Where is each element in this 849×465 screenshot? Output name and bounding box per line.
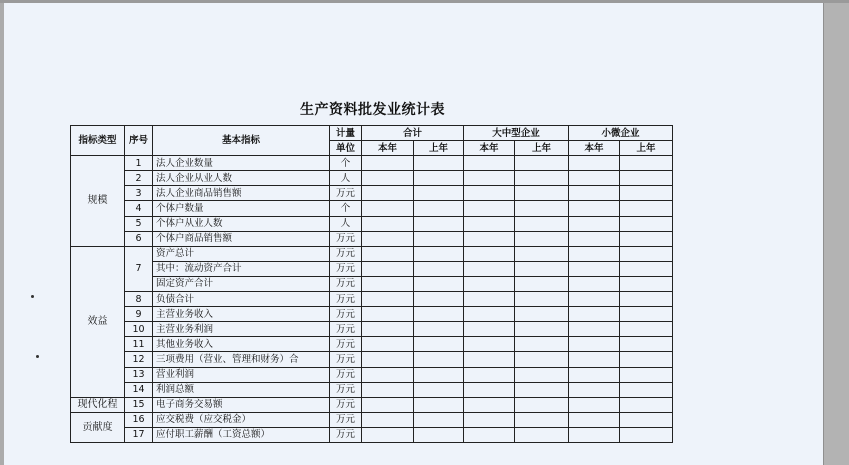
value-cell[interactable] (362, 397, 414, 412)
unit-cell: 万元 (330, 397, 362, 412)
value-cell[interactable] (464, 367, 515, 382)
value-cell[interactable] (515, 201, 569, 216)
header-current-year: 本年 (569, 141, 620, 156)
category-cell: 现代化程 (71, 397, 125, 412)
value-cell[interactable] (569, 261, 620, 276)
value-cell[interactable] (362, 216, 414, 231)
header-last-year: 上年 (414, 141, 464, 156)
value-cell[interactable] (620, 276, 673, 291)
seq-cell: 11 (125, 337, 153, 352)
value-cell[interactable] (362, 322, 414, 337)
category-cell: 规模 (71, 156, 125, 247)
value-cell[interactable] (464, 352, 515, 367)
value-cell[interactable] (414, 231, 464, 246)
unit-cell: 个 (330, 156, 362, 171)
value-cell[interactable] (620, 322, 673, 337)
indicator-cell: 应付职工薪酬（工资总额） (153, 427, 330, 442)
table-row (71, 246, 673, 261)
value-cell[interactable] (464, 337, 515, 352)
value-cell[interactable] (414, 292, 464, 307)
value-cell[interactable] (515, 352, 569, 367)
unit-cell: 万元 (330, 322, 362, 337)
value-cell[interactable] (414, 367, 464, 382)
seq-cell: 14 (125, 382, 153, 397)
value-cell[interactable] (464, 397, 515, 412)
unit-cell: 万元 (330, 337, 362, 352)
table-row (71, 397, 673, 412)
value-cell[interactable] (464, 292, 515, 307)
value-cell[interactable] (569, 352, 620, 367)
table-row (71, 412, 673, 427)
unit-cell: 万元 (330, 261, 362, 276)
value-cell[interactable] (362, 231, 414, 246)
value-cell[interactable] (620, 412, 673, 427)
indicator-cell: 法人企业数量 (153, 156, 330, 171)
seq-cell: 2 (125, 171, 153, 186)
indicator-cell: 个体户数量 (153, 201, 330, 216)
value-cell[interactable] (620, 201, 673, 216)
seq-cell: 6 (125, 231, 153, 246)
value-cell[interactable] (620, 156, 673, 171)
value-cell[interactable] (464, 307, 515, 322)
value-cell[interactable] (362, 427, 414, 442)
value-cell[interactable] (515, 412, 569, 427)
seq-cell: 3 (125, 186, 153, 201)
seq-cell: 9 (125, 307, 153, 322)
value-cell[interactable] (414, 427, 464, 442)
value-cell[interactable] (569, 367, 620, 382)
indicator-cell: 法人企业从业人数 (153, 171, 330, 186)
value-cell[interactable] (569, 216, 620, 231)
value-cell[interactable] (515, 276, 569, 291)
value-cell[interactable] (414, 186, 464, 201)
value-cell[interactable] (362, 307, 414, 322)
table-row (71, 231, 673, 246)
value-cell[interactable] (464, 156, 515, 171)
value-cell[interactable] (362, 246, 414, 261)
value-cell[interactable] (569, 171, 620, 186)
value-cell[interactable] (414, 382, 464, 397)
value-cell[interactable] (414, 397, 464, 412)
indicator-cell: 个体户从业人数 (153, 216, 330, 231)
indicator-cell: 电子商务交易额 (153, 397, 330, 412)
value-cell[interactable] (515, 231, 569, 246)
value-cell[interactable] (515, 367, 569, 382)
header-indicator: 基本指标 (153, 126, 330, 156)
indicator-cell: 利润总额 (153, 382, 330, 397)
header-group-small: 小微企业 (569, 126, 673, 141)
category-cell: 贡献度 (71, 412, 125, 442)
value-cell[interactable] (464, 322, 515, 337)
value-cell[interactable] (464, 231, 515, 246)
value-cell[interactable] (620, 171, 673, 186)
value-cell[interactable] (620, 352, 673, 367)
value-cell[interactable] (362, 201, 414, 216)
seq-cell: 5 (125, 216, 153, 231)
statistics-table (70, 125, 673, 443)
value-cell[interactable] (569, 231, 620, 246)
value-cell[interactable] (569, 201, 620, 216)
value-cell[interactable] (464, 261, 515, 276)
indicator-cell: 负债合计 (153, 292, 330, 307)
value-cell[interactable] (414, 322, 464, 337)
value-cell[interactable] (464, 201, 515, 216)
value-cell[interactable] (414, 156, 464, 171)
value-cell[interactable] (515, 397, 569, 412)
value-cell[interactable] (620, 186, 673, 201)
unit-cell: 万元 (330, 307, 362, 322)
value-cell[interactable] (362, 367, 414, 382)
seq-cell: 10 (125, 322, 153, 337)
value-cell[interactable] (515, 261, 569, 276)
value-cell[interactable] (515, 322, 569, 337)
value-cell[interactable] (464, 246, 515, 261)
value-cell[interactable] (620, 337, 673, 352)
seq-cell: 15 (125, 397, 153, 412)
indicator-cell: 个体户商品销售额 (153, 231, 330, 246)
header-last-year: 上年 (620, 141, 673, 156)
value-cell[interactable] (515, 337, 569, 352)
table-title: 生产资料批发业统计表 (300, 102, 445, 118)
value-cell[interactable] (414, 307, 464, 322)
scan-speck (31, 295, 34, 298)
value-cell[interactable] (569, 186, 620, 201)
indicator-cell: 营业利润 (153, 367, 330, 382)
value-cell[interactable] (362, 261, 414, 276)
value-cell[interactable] (620, 246, 673, 261)
table-row (71, 276, 673, 291)
value-cell[interactable] (362, 186, 414, 201)
value-cell[interactable] (515, 292, 569, 307)
indicator-cell: 资产总计 (153, 246, 330, 261)
value-cell[interactable] (620, 382, 673, 397)
value-cell[interactable] (515, 186, 569, 201)
value-cell[interactable] (362, 382, 414, 397)
value-cell[interactable] (414, 201, 464, 216)
value-cell[interactable] (515, 427, 569, 442)
unit-cell: 万元 (330, 276, 362, 291)
table-row (71, 156, 673, 171)
value-cell[interactable] (620, 292, 673, 307)
value-cell[interactable] (414, 246, 464, 261)
header-category: 指标类型 (71, 126, 125, 156)
indicator-cell: 法人企业商品销售额 (153, 186, 330, 201)
seq-cell: 16 (125, 412, 153, 427)
value-cell[interactable] (464, 427, 515, 442)
value-cell[interactable] (362, 156, 414, 171)
value-cell[interactable] (569, 307, 620, 322)
unit-cell: 人 (330, 216, 362, 231)
value-cell[interactable] (620, 231, 673, 246)
unit-cell: 万元 (330, 186, 362, 201)
value-cell[interactable] (414, 276, 464, 291)
value-cell[interactable] (515, 246, 569, 261)
value-cell[interactable] (620, 427, 673, 442)
table-row (71, 307, 673, 322)
header-unit-bottom: 单位 (330, 141, 362, 156)
table-row (71, 367, 673, 382)
value-cell[interactable] (464, 186, 515, 201)
table-row (71, 322, 673, 337)
value-cell[interactable] (620, 307, 673, 322)
unit-cell: 人 (330, 171, 362, 186)
value-cell[interactable] (362, 412, 414, 427)
indicator-cell: 主营业务利润 (153, 322, 330, 337)
value-cell[interactable] (569, 322, 620, 337)
unit-cell: 万元 (330, 367, 362, 382)
scan-speck (36, 355, 39, 358)
value-cell[interactable] (620, 261, 673, 276)
seq-cell: 12 (125, 352, 153, 367)
value-cell[interactable] (464, 171, 515, 186)
value-cell[interactable] (620, 216, 673, 231)
value-cell[interactable] (569, 276, 620, 291)
header-unit-top: 计量 (330, 126, 362, 141)
value-cell[interactable] (569, 427, 620, 442)
value-cell[interactable] (569, 156, 620, 171)
value-cell[interactable] (362, 337, 414, 352)
table-row (71, 337, 673, 352)
value-cell[interactable] (362, 171, 414, 186)
value-cell[interactable] (464, 216, 515, 231)
header-last-year: 上年 (515, 141, 569, 156)
value-cell[interactable] (569, 382, 620, 397)
indicator-cell: 三项费用（营业、管理和财务）合 (153, 352, 330, 367)
value-cell[interactable] (569, 292, 620, 307)
value-cell[interactable] (620, 367, 673, 382)
seq-cell: 4 (125, 201, 153, 216)
table-row (71, 292, 673, 307)
unit-cell: 万元 (330, 352, 362, 367)
indicator-cell: 主营业务收入 (153, 307, 330, 322)
header-group-large: 大中型企业 (464, 126, 569, 141)
value-cell[interactable] (569, 337, 620, 352)
value-cell[interactable] (414, 171, 464, 186)
table-row (71, 382, 673, 397)
seq-cell: 8 (125, 292, 153, 307)
value-cell[interactable] (414, 412, 464, 427)
table-row (71, 352, 673, 367)
category-cell: 效益 (71, 246, 125, 397)
value-cell[interactable] (515, 216, 569, 231)
unit-cell: 万元 (330, 382, 362, 397)
value-cell[interactable] (569, 397, 620, 412)
indicator-cell: 应交税费（应交税金） (153, 412, 330, 427)
header-current-year: 本年 (362, 141, 414, 156)
value-cell[interactable] (620, 397, 673, 412)
indicator-cell: 其中：流动资产合计 (153, 261, 330, 276)
table-row (71, 261, 673, 276)
indicator-cell: 固定资产合计 (153, 276, 330, 291)
viewer-scroll-area[interactable] (823, 3, 849, 465)
value-cell[interactable] (414, 216, 464, 231)
value-cell[interactable] (569, 246, 620, 261)
indicator-cell: 其他业务收入 (153, 337, 330, 352)
table-row (71, 171, 673, 186)
value-cell[interactable] (362, 276, 414, 291)
seq-cell: 17 (125, 427, 153, 442)
value-cell[interactable] (414, 352, 464, 367)
unit-cell: 个 (330, 201, 362, 216)
unit-cell: 万元 (330, 292, 362, 307)
unit-cell: 万元 (330, 427, 362, 442)
unit-cell: 万元 (330, 231, 362, 246)
value-cell[interactable] (464, 276, 515, 291)
header-current-year: 本年 (464, 141, 515, 156)
value-cell[interactable] (464, 382, 515, 397)
value-cell[interactable] (515, 156, 569, 171)
seq-cell: 7 (125, 246, 153, 291)
value-cell[interactable] (414, 261, 464, 276)
table-row (71, 201, 673, 216)
seq-cell: 1 (125, 156, 153, 171)
value-cell[interactable] (515, 171, 569, 186)
value-cell[interactable] (515, 307, 569, 322)
header-seq: 序号 (125, 126, 153, 156)
seq-cell: 13 (125, 367, 153, 382)
table-row (71, 216, 673, 231)
value-cell[interactable] (515, 382, 569, 397)
unit-cell: 万元 (330, 412, 362, 427)
value-cell[interactable] (362, 352, 414, 367)
table-row (71, 186, 673, 201)
value-cell[interactable] (362, 292, 414, 307)
value-cell[interactable] (569, 412, 620, 427)
table-row (71, 427, 673, 442)
value-cell[interactable] (414, 337, 464, 352)
unit-cell: 万元 (330, 246, 362, 261)
header-group-total: 合计 (362, 126, 464, 141)
value-cell[interactable] (464, 412, 515, 427)
